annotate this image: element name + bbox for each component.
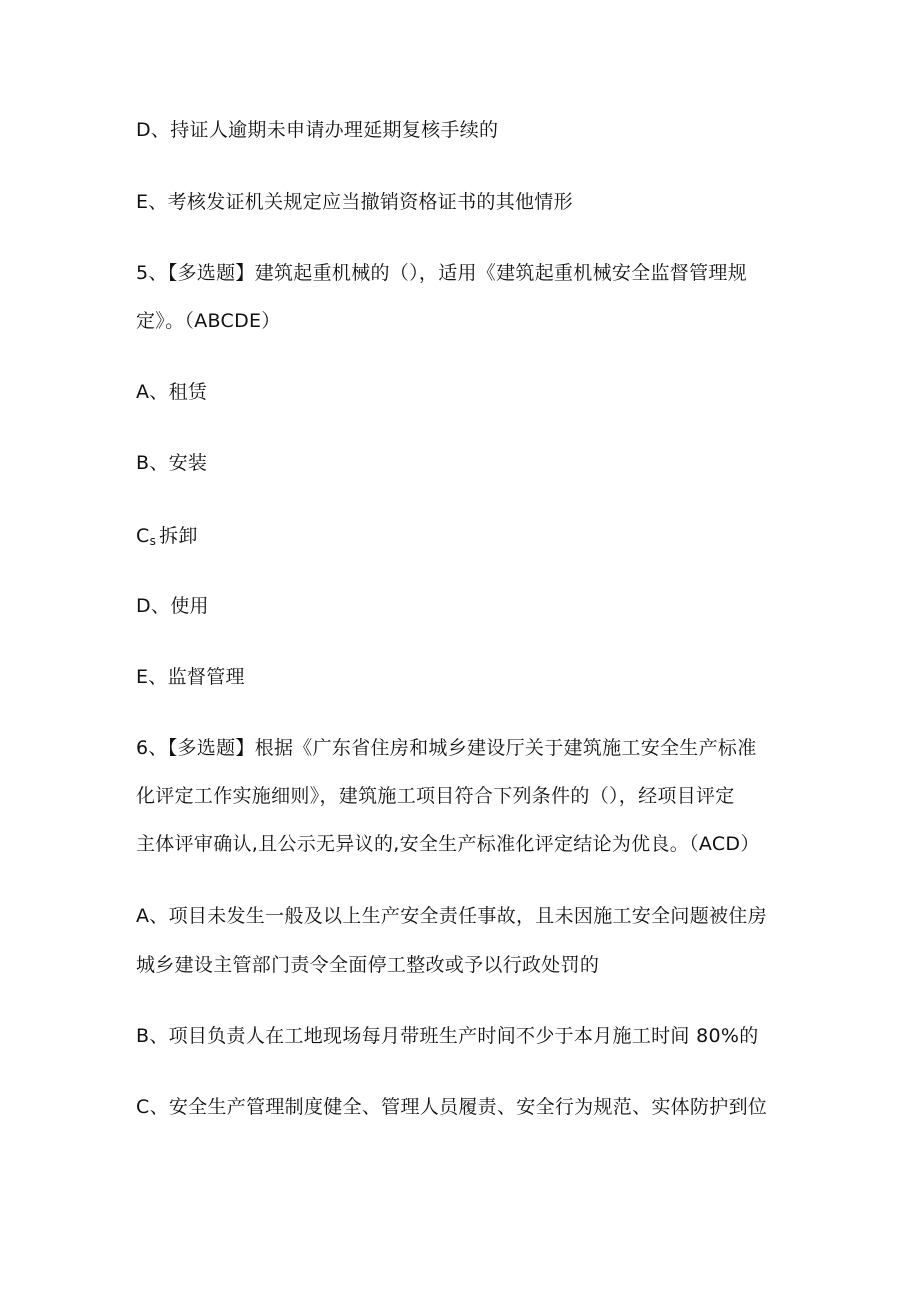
q6-option-b: B、项目负责人在工地现场每月带班生产时间不少于本月施工时间 80%的 [136,1025,759,1047]
q5-option-d: D、使用 [136,595,209,617]
q6-option-a-line1: A、项目未发生一般及以上生产安全责任事故，且未因施工安全问题被住房 [136,905,767,927]
q5-stem-line2: 定》。（ABCDE） [136,310,281,332]
q6-stem-line1: 6、【多选题】根据《广东省住房和城乡建设厅关于建筑施工安全生产标准 [136,737,757,759]
q5-option-c-letter: C [136,525,150,547]
q6-option-a-line2: 城乡建设主管部门责令全面停工整改或予以行政处罚的 [136,954,600,976]
q6-stem-line2: 化评定工作实施细则》，建筑施工项目符合下列条件的（），经项目评定 [136,785,735,807]
q4-option-d: D、持证人逾期未申请办理延期复核手续的 [136,119,499,141]
q5-option-c-sub: s [149,534,157,548]
q4-option-e: E、考核发证机关规定应当撤销资格证书的其他情形 [136,191,573,213]
q5-stem-line1: 5、【多选题】建筑起重机械的（），适用《建筑起重机械安全监督管理规 [136,262,747,284]
q5-option-c-text: 拆卸 [159,525,198,547]
q6-option-c: C、安全生产管理制度健全、管理人员履责、安全行为规范、实体防护到位 [136,1096,768,1118]
q5-option-e: E、监督管理 [136,666,245,688]
q5-option-a: A、租赁 [136,381,208,403]
q6-stem-line3: 主体评审确认,且公示无异议的,安全生产标准化评定结论为优良。（ACD） [136,833,760,855]
q5-option-c [136,524,816,553]
q5-option-b: B、安装 [136,452,208,474]
